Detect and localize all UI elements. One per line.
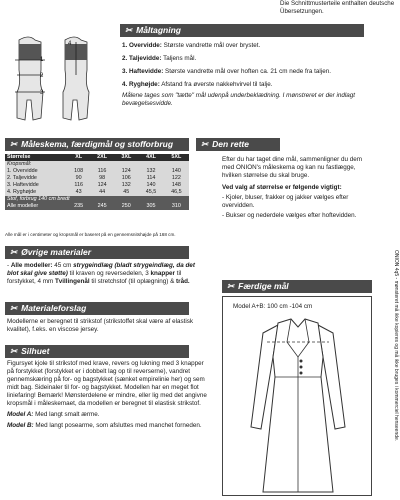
faerdige-title: ✂ Færdige mål [222, 280, 372, 293]
figure-number-4: 4 [68, 41, 72, 47]
ovrige-title: ✂ Øvrige materialer [5, 246, 189, 259]
maaleskema-title: ✂ Måleskema, færdigmål og stofforbrug [5, 138, 189, 151]
scissors-icon: ✂ [10, 139, 18, 149]
rette-storrelse-text: Efter du har taget dine mål, sammenligner du dem med ONION's måleskema og kan nu fastlægge, hvilken størrelse du skal bruge. Ved valg af størrelse er følgende vigtigt: - Kjoler, bluser, frakker og jakker vælges efter overvidden. - Bukser og nederdele vælges efter hoftevidden. [222, 156, 363, 219]
scissors-icon: ✂ [10, 247, 18, 257]
section-label: Kropsmål: [5, 161, 189, 168]
table-row: 1. Overvidde 108 116 124 132 140 [5, 168, 189, 175]
materiale-title: ✂ Materialeforslag [5, 302, 189, 315]
scissors-icon: ✂ [201, 139, 209, 149]
faerdige-model-label: Model A+B: 100 cm -104 cm [233, 303, 313, 310]
scissors-icon: ✂ [125, 25, 133, 35]
table-row: 3. Haftevidde 116 124 132 140 148 [5, 182, 189, 189]
scissors-icon: ✂ [10, 303, 18, 313]
figure-number-3: 3 [40, 90, 44, 96]
size-table-header: Størrelse XL 2XL 3XL 4XL 5XL [5, 154, 189, 161]
faerdige-box [222, 296, 372, 496]
forbrug-label: Stof, forbrug 140 cm bredt [5, 196, 189, 203]
rette-storrelse-title: ✂ Den rette størrelse [196, 138, 280, 151]
coat-dress-illustration [223, 297, 373, 497]
scissors-icon: ✂ [10, 346, 18, 356]
silhuet-text: Figursyet kjole til strikstof med krave, revers og lukning med 3 knapper på forstykket (forstykket er i dobbelt lag op til reverserne), vandret gennemskæring på for- og bagstykket (sænket empirelinie her) og sem midt bag. Sideinaler til for- og bagstykket. Modellen har en meget flot liniefaring! Bemærk! Mønsterdelene er mindre, eller lig med det angivne kropsmål i måleskemaet, da modellen er beregnet til elastisk strikstof. Model A: Med langt smalt ærme. Model B: Med langt posearme, som afsluttes med manchet forneden. [7, 360, 207, 429]
maltagning-title: ✂ Måltagning [120, 24, 364, 37]
figure-number-2: 2 [40, 73, 44, 79]
body-measurement-figures [5, 30, 105, 135]
header-note: Die Schnittmusterteile enthalten deutsche Übersetzungen. [280, 0, 395, 15]
scissors-icon: ✂ [227, 281, 235, 291]
ovrige-text: - Alle modeller: 45 cm strygeindlæg (bladt strygeindlæg, da det blot skal give støtte) til kraven og reversedelen, 3 knapper til forstykket, 4 mm Tvillingenål til stretchstof (til oplægning) & tråd. [7, 262, 195, 285]
table-row: Alle modeller 235 245 250 305 310 [5, 203, 189, 210]
materiale-text: Modellerne er beregnet til strikstof (strikstoffet skal være af elastisk kvalitet), f.eks. en viscose jersey. [7, 318, 194, 333]
table-row: 2. Taljevidde 90 98 106 114 122 [5, 175, 189, 182]
table-row: 4. Ryghøjde 43 44 45 45,5 46,5 [5, 189, 189, 196]
maltagning-list: 1. Overvidde: Største vandrette mål over brystet. 2. Taljevidde: Taljens mål. 3. Haftevidde: Største vandrette mål over hoften ca. 21 cm nede fra taljen. 4. Ryghøjde: Afstand fra øverste nakkehvirvel til talje. Målene tages som "tætte" mål udenpå underbeklædning. I mønstreret er der indlagt bevægelsesvidde. [122, 42, 356, 107]
table-footnote: Alle mål er i centimeter og kropsmål er baseret på en gennemsnitshøjde på 168 cm. [5, 232, 176, 237]
copyright-vertical: ONION 4q5 - mønsteret må ikke kopieres og må ikke bruges i kommerciel henseende. [393, 250, 399, 442]
figure-number-1: 1 [40, 57, 44, 63]
size-table [5, 154, 189, 210]
silhuet-title: ✂ Silhuet [5, 345, 189, 358]
